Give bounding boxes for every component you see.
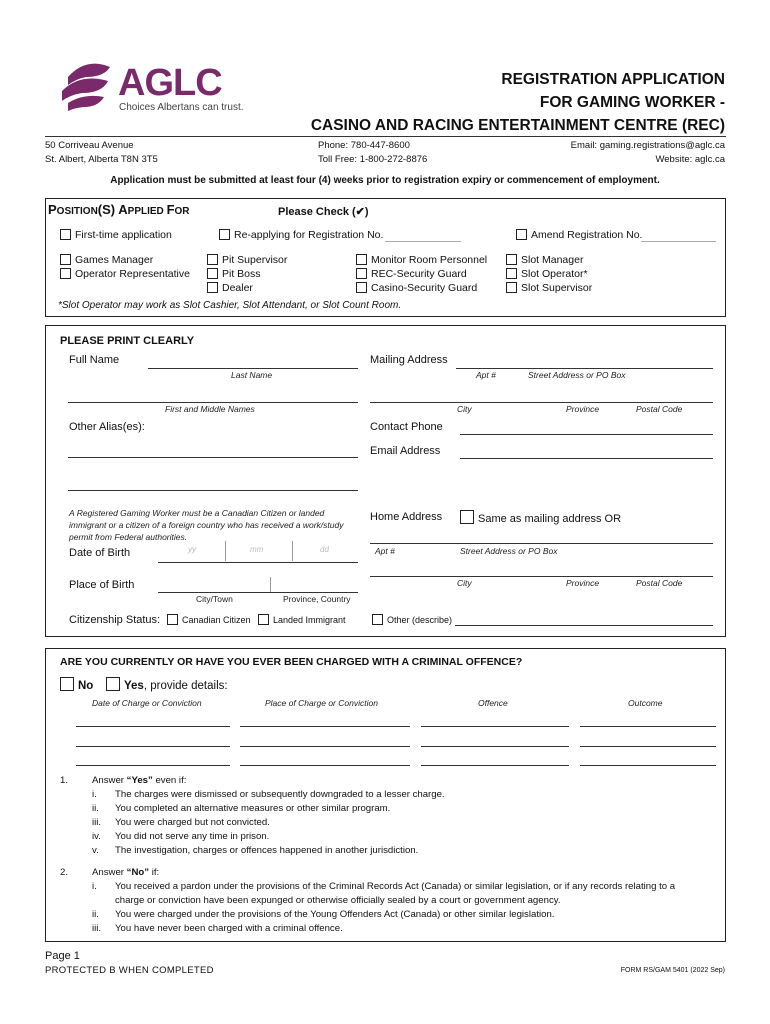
pit-boss-checkbox[interactable]: [207, 268, 218, 279]
amend-checkbox[interactable]: [516, 229, 527, 240]
list-item-number: ii.: [92, 803, 99, 814]
item2-iii-number: iii.: [92, 923, 102, 934]
canadian-option[interactable]: Canadian Citizen: [167, 614, 251, 625]
pob-divider: [270, 577, 271, 592]
list-item-text: The investigation, charges or offences happened in another jurisdiction.: [115, 845, 419, 856]
list-item: [92, 844, 419, 858]
list-item-text: You completed an alternative measures or other similar program.: [115, 803, 391, 814]
col-date-header: Date of Charge or Conviction: [92, 698, 202, 708]
charge-field[interactable]: [76, 726, 230, 727]
dob-yy: yy: [188, 545, 196, 554]
games-manager-option[interactable]: Games Manager: [60, 253, 190, 267]
positions-col3: [356, 253, 487, 295]
yes-checkbox[interactable]: [106, 677, 120, 691]
first-time-checkbox[interactable]: [60, 229, 71, 240]
other-alias-label: Other Alias(es):: [69, 421, 145, 433]
full-name-label: Full Name: [69, 354, 120, 366]
email-address-label: Email Address: [370, 445, 441, 457]
monitor-room-option[interactable]: Monitor Room Personnel: [356, 253, 487, 267]
print-clearly-heading: PLEASE PRINT CLEARLY: [60, 335, 195, 347]
casino-security-checkbox[interactable]: [356, 282, 367, 293]
dob-label: Date of Birth: [69, 547, 131, 559]
mailing-apt-caption: Apt #: [476, 370, 496, 380]
dob-divider: [225, 541, 226, 561]
home-street-field[interactable]: [370, 543, 713, 544]
reapply-number-field[interactable]: [385, 241, 461, 242]
positions-col2: [207, 253, 287, 295]
no-checkbox[interactable]: [60, 677, 74, 691]
criminal-question: ARE YOU CURRENTLY OR HAVE YOU EVER BEEN CHARGED WITH A CRIMINAL OFFENCE?: [60, 656, 523, 668]
slot-manager-option[interactable]: Slot Manager: [506, 253, 592, 267]
same-as-mailing-option[interactable]: Same as mailing address OR: [460, 510, 621, 525]
logo-tagline: Choices Albertans can trust.: [119, 102, 244, 113]
email-address-field[interactable]: [460, 458, 713, 459]
slot-operator-footnote: *Slot Operator may work as Slot Cashier, Slot Attendant, or Slot Count Room.: [58, 300, 402, 311]
header-divider: [45, 136, 726, 137]
logo-text: AGLC: [118, 62, 222, 104]
protected-label: PROTECTED B WHEN COMPLETED: [45, 965, 214, 976]
charge-field[interactable]: [240, 746, 410, 747]
slot-operator-option[interactable]: Slot Operator*: [506, 267, 592, 281]
item2-number: 2.: [60, 867, 69, 878]
item1-number: 1.: [60, 775, 69, 786]
list-item: [92, 830, 270, 844]
mailing-city-caption: City: [457, 404, 472, 414]
slot-manager-checkbox[interactable]: [506, 254, 517, 265]
games-manager-checkbox[interactable]: [60, 254, 71, 265]
charge-field[interactable]: [240, 765, 410, 766]
reapplying-checkbox[interactable]: [219, 229, 230, 240]
first-middle-field[interactable]: [68, 402, 358, 403]
home-apt-caption: Apt #: [375, 546, 395, 556]
same-as-mailing-checkbox[interactable]: [460, 510, 474, 524]
col-place-header: Place of Charge or Conviction: [265, 698, 378, 708]
list-item-text: You did not serve any time in prison.: [115, 831, 270, 842]
slot-supervisor-checkbox[interactable]: [506, 282, 517, 293]
home-address-label: Home Address: [370, 511, 443, 523]
rec-security-option[interactable]: REC-Security Guard: [356, 267, 487, 281]
list-item-number: iv.: [92, 831, 101, 842]
canadian-checkbox[interactable]: [167, 614, 178, 625]
landed-checkbox[interactable]: [258, 614, 269, 625]
mailing-street-field[interactable]: [456, 368, 713, 369]
citizenship-label: Citizenship Status:: [69, 614, 161, 626]
list-item-text: The charges were dismissed or subsequently downgraded to a lesser charge.: [115, 789, 445, 800]
list-item: [92, 788, 445, 802]
form-number: FORM RS/GAM 5401 (2022 Sep): [620, 967, 725, 974]
item1-heading: Answer “Yes” even if:: [92, 775, 187, 786]
prov-country-caption: Province, Country: [283, 594, 351, 604]
pob-label: Place of Birth: [69, 579, 135, 591]
dealer-option[interactable]: Dealer: [207, 281, 287, 295]
col-outcome-header: Outcome: [628, 698, 663, 708]
home-postal-caption: Postal Code: [636, 578, 683, 588]
item2-iii-text: You have never been charged with a criminal offence.: [115, 923, 343, 934]
charge-field[interactable]: [421, 746, 569, 747]
charge-field[interactable]: [580, 765, 716, 766]
mailing-city-field[interactable]: [370, 402, 713, 403]
charge-field[interactable]: [580, 746, 716, 747]
mailing-address-label: Mailing Address: [370, 354, 448, 366]
col-offence-header: Offence: [478, 698, 508, 708]
list-item-number: i.: [92, 789, 97, 800]
last-name-caption: Last Name: [231, 370, 273, 380]
operator-rep-checkbox[interactable]: [60, 268, 71, 279]
other-option[interactable]: Other (describe): [372, 614, 452, 625]
first-middle-caption: First and Middle Names: [165, 404, 255, 414]
last-name-field[interactable]: [148, 368, 358, 369]
alias-field-2[interactable]: [68, 490, 358, 491]
other-describe-field[interactable]: [455, 625, 713, 626]
list-item: [92, 816, 270, 830]
yes-option[interactable]: Yes, provide details:: [106, 677, 228, 692]
reapplying-option[interactable]: Re-applying for Registration No.: [219, 229, 383, 241]
dob-field[interactable]: [158, 541, 358, 563]
dob-mm: mm: [250, 545, 264, 554]
form-title: REGISTRATION APPLICATION FOR GAMING WORKER - CASINO AND RACING ENTERTAINMENT CENTRE (REC): [310, 71, 725, 134]
rec-security-checkbox[interactable]: [356, 268, 367, 279]
positions-heading: POSITION(S) APPLIED FOR: [48, 202, 190, 217]
mailing-province-caption: Province: [566, 404, 600, 414]
contact-phone-field[interactable]: [460, 434, 713, 435]
charge-field[interactable]: [580, 726, 716, 727]
monitor-room-checkbox[interactable]: [356, 254, 367, 265]
phone-info: Phone: 780-447-8600 Toll Free: 1-800-272-8876: [318, 140, 428, 165]
dealer-checkbox[interactable]: [207, 282, 218, 293]
casino-security-option[interactable]: Casino-Security Guard: [356, 281, 487, 295]
list-item: [92, 802, 391, 816]
list-item-number: v.: [92, 845, 99, 856]
dob-divider: [292, 541, 293, 561]
item2-i-text: You received a pardon under the provisions of the Criminal Records Act (Canada) or similar legislation, or if any records relating to a charge or conviction have been expunged or otherwise officially sealed by a court or government agency.: [115, 881, 676, 906]
item2-heading: Answer “No” if:: [92, 867, 160, 878]
pit-supervisor-option[interactable]: Pit Supervisor: [207, 253, 287, 267]
no-option[interactable]: No: [60, 677, 93, 692]
item2-ii-text: You were charged under the provisions of the Young Offenders Act (Canada) or other similar legislation.: [115, 909, 555, 920]
charge-field[interactable]: [421, 765, 569, 766]
please-check-label: Please Check (✔): [278, 206, 369, 218]
amend-number-field[interactable]: [641, 241, 716, 242]
charge-field[interactable]: [240, 726, 410, 727]
landed-option[interactable]: Landed Immigrant: [258, 614, 346, 625]
home-city-caption: City: [457, 578, 472, 588]
charge-field[interactable]: [76, 746, 230, 747]
other-checkbox[interactable]: [372, 614, 383, 625]
contact-phone-label: Contact Phone: [370, 421, 443, 433]
list-item-number: iii.: [92, 817, 102, 828]
pit-boss-option[interactable]: Pit Boss: [207, 267, 287, 281]
alias-field-1[interactable]: [68, 457, 358, 458]
slot-supervisor-option[interactable]: Slot Supervisor: [506, 281, 592, 295]
list-item-text: You were charged but not convicted.: [115, 817, 270, 828]
operator-rep-option[interactable]: Operator Representative: [60, 267, 190, 281]
dob-dd: dd: [320, 545, 329, 554]
slot-operator-checkbox[interactable]: [506, 268, 517, 279]
office-address: 50 Corriveau Avenue St. Albert, Alberta T8N 3T5: [45, 140, 158, 165]
positions-col4: [506, 253, 592, 295]
item2-i-number: i.: [92, 881, 97, 892]
mailing-postal-caption: Postal Code: [636, 404, 683, 414]
page-number: Page 1: [45, 950, 80, 962]
positions-col1: [60, 253, 190, 281]
charge-field[interactable]: [421, 726, 569, 727]
item1-list: [92, 788, 445, 858]
amend-option[interactable]: Amend Registration No.: [516, 229, 642, 241]
contact-info: Email: gaming.registrations@aglc.ca Website: aglc.ca: [570, 140, 725, 165]
pit-supervisor-checkbox[interactable]: [207, 254, 218, 265]
home-city-field[interactable]: [370, 576, 713, 577]
first-time-option[interactable]: First-time application: [60, 229, 172, 241]
charge-field[interactable]: [76, 765, 230, 766]
home-street-caption: Street Address or PO Box: [460, 546, 558, 556]
pob-field[interactable]: [158, 592, 358, 593]
citizen-note: A Registered Gaming Worker must be a Canadian Citizen or landed immigrant or a citizen of a foreign country who has received a work/study permit from Federal authorities.: [69, 508, 344, 542]
aglc-logo-icon: [58, 55, 114, 111]
home-province-caption: Province: [566, 578, 600, 588]
city-town-caption: City/Town: [196, 594, 233, 604]
item2-ii-number: ii.: [92, 909, 99, 920]
submission-notice: Application must be submitted at least four (4) weeks prior to registration expiry or commencement of employment.: [110, 175, 660, 186]
mailing-street-caption: Street Address or PO Box: [528, 370, 626, 380]
